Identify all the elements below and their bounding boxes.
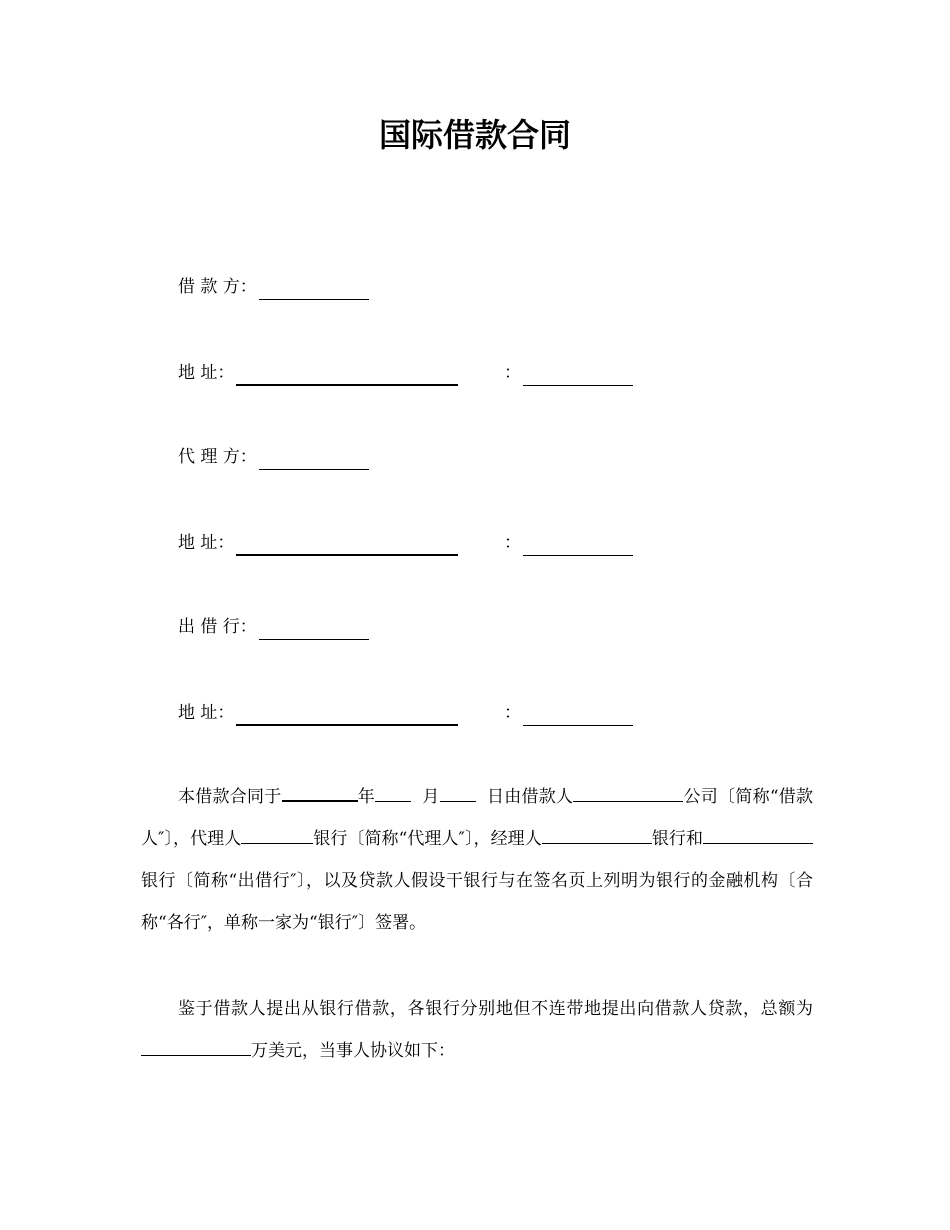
agent-field xyxy=(178,444,369,470)
intro-company-blank[interactable] xyxy=(573,783,683,802)
agent-extra-group xyxy=(504,530,633,556)
intro-text-1: 本借款合同于 xyxy=(178,787,282,807)
whereas-text-2: 万美元，当事人协议如下： xyxy=(251,1041,455,1061)
borrower-extra-blank[interactable] xyxy=(523,365,633,386)
borrower-address-blank[interactable] xyxy=(236,364,458,386)
intro-agent-bank-blank[interactable] xyxy=(241,825,313,844)
intro-text-and: 银行和 xyxy=(651,829,704,849)
borrower-address-field xyxy=(178,360,638,386)
lender-label: 出 借 行： xyxy=(178,617,257,637)
borrower-blank[interactable] xyxy=(259,279,369,300)
intro-text-company: 公司〔简称“借款人″〕，代理人 xyxy=(141,787,814,849)
lender-field xyxy=(178,614,369,640)
lender-extra-group xyxy=(504,700,633,726)
lender-blank[interactable] xyxy=(259,619,369,640)
intro-text-rest: 银行〔简称“出借行″〕，以及贷款人假设干银行与在签名页上列明为银行的金融机构〔合称“各行″，单称一家为“银行″〕签署。 xyxy=(141,871,813,933)
intro-text-agent: 银行〔简称“代理人″〕，经理人 xyxy=(313,829,542,849)
intro-text-month: 月 xyxy=(422,787,440,807)
intro-month-blank[interactable] xyxy=(375,783,411,802)
lender-address-blank[interactable] xyxy=(236,704,458,726)
intro-lender-bank-blank[interactable] xyxy=(703,825,813,844)
borrower-address-label: 地 址： xyxy=(178,363,235,383)
lender-extra-blank[interactable] xyxy=(523,705,633,726)
borrower-extra-group xyxy=(504,360,633,386)
agent-label: 代 理 方： xyxy=(178,447,257,467)
whereas-text-1: 鉴于借款人提出从银行借款，各银行分别地但不连带地提出向借款人贷款，总额为 xyxy=(178,999,813,1019)
document-title: 国际借款合同 xyxy=(378,116,571,154)
lender-extra-colon: ： xyxy=(504,703,521,723)
whereas-amount-blank[interactable] xyxy=(141,1037,251,1056)
agent-address-label: 地 址： xyxy=(178,533,235,553)
agent-address-field xyxy=(178,530,638,556)
agent-extra-colon: ： xyxy=(504,533,521,553)
intro-text-day: 日由借款人 xyxy=(486,787,574,807)
intro-year-blank[interactable] xyxy=(282,782,358,802)
whereas-paragraph xyxy=(141,988,813,1072)
intro-text-year: 年 xyxy=(357,787,376,807)
borrower-label: 借 款 方： xyxy=(178,277,257,297)
agent-address-blank[interactable] xyxy=(236,534,458,556)
intro-day-blank[interactable] xyxy=(440,783,476,802)
borrower-extra-colon: ： xyxy=(504,363,521,383)
agent-blank[interactable] xyxy=(259,449,369,470)
lender-address-label: 地 址： xyxy=(178,703,235,723)
contract-intro-paragraph xyxy=(141,776,813,944)
intro-manager-bank-blank[interactable] xyxy=(542,825,652,844)
borrower-field xyxy=(178,274,369,300)
agent-extra-blank[interactable] xyxy=(523,535,633,556)
lender-address-field xyxy=(178,700,638,726)
